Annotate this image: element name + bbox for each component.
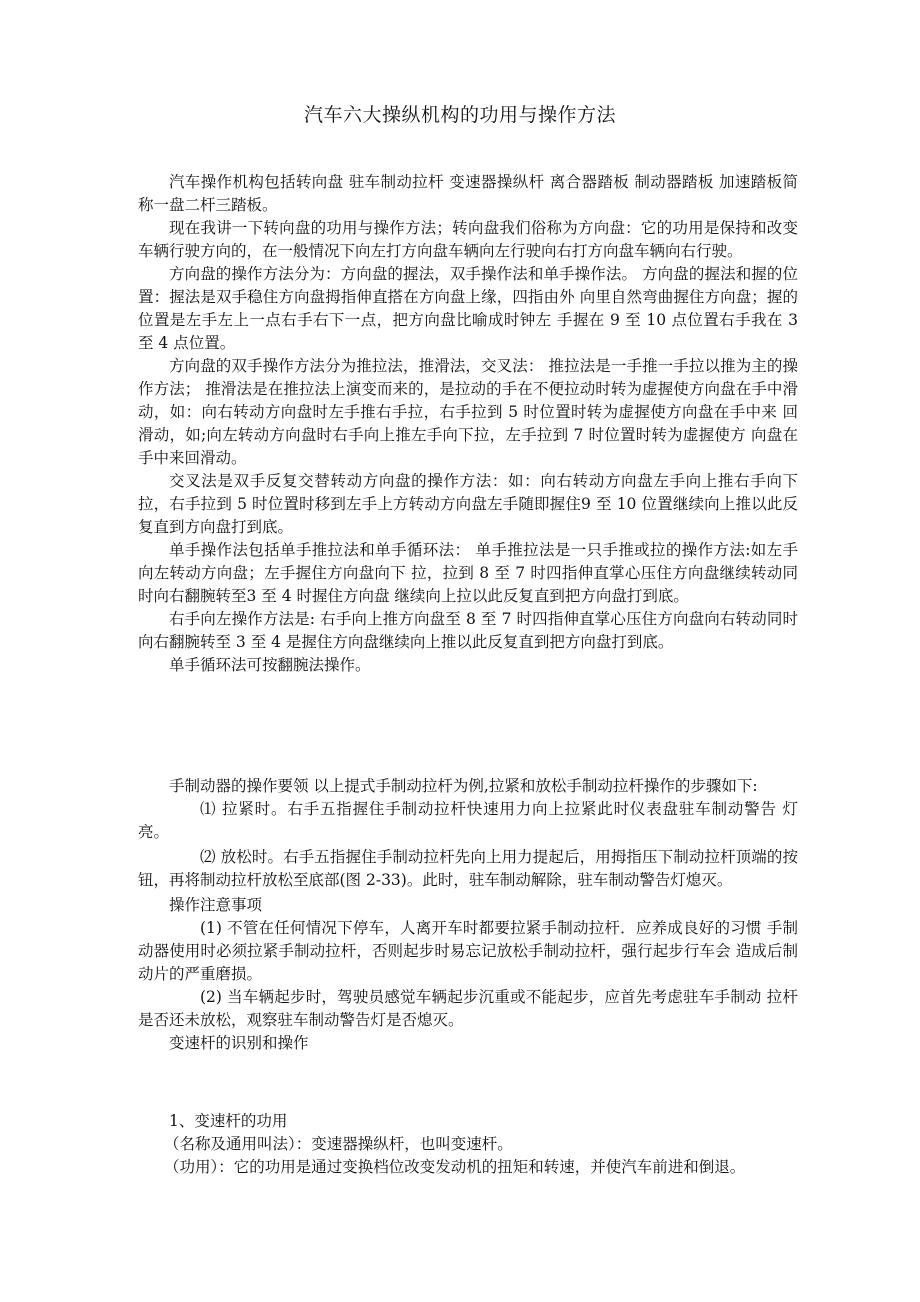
paragraph-one-hand-cycle: 单手循环法可按翻腕法操作。 [169, 656, 371, 674]
brake-step-release: ⑵ 放松时。右手五指握住手制动拉杆先向上用力提起后，用拇指压下制动拉杆顶端的按钮，再将制动拉杆放松至底部(图 2-33)。此时，驻车制动解除，驻车制动警告灯熄灭。 [138, 848, 798, 889]
document-title: 汽车六大操纵机构的功用与操作方法 [303, 104, 616, 126]
gear-function-heading: 1、变速杆的功用 [169, 1112, 288, 1130]
note-2: (2) 当车辆起步时，驾驶员感觉车辆起步沉重或不能起步，应首先考虑驻车手制动 拉杆是否还未放松，观察驻车制动警告灯是否熄灭。 [138, 988, 799, 1029]
paragraph-overview: 汽车操作机构包括转向盘 驻车制动拉杆 变速器操纵杆 离合器踏板 制动器踏板 加速踏板简称一盘二杆三踏板。 [138, 173, 798, 214]
notes-heading: 操作注意事项 [169, 896, 263, 914]
paragraph-cross-method: 交叉法是双手反复交替转动方向盘的操作方法：如：向右转动方向盘左手向上推右手向下拉，右手拉到 5 时位置时移到左手上方转动方向盘左手随即握住9 至 10 位置继续向上推以此反复直到方向盘打到底。 [138, 472, 798, 536]
paragraph-steering-function: 现在我讲一下转向盘的功用与操作方法；转向盘我们俗称为方向盘：它的功用是保持和改变车辆行驶方向的，在一般情况下向左打方向盘车辆向左行驶向右打方向盘车辆向右行驶。 [138, 219, 798, 260]
note-1: (1) 不管在任何情况下停车，人离开车时都要拉紧手制动拉杆．应养成良好的习惯 手制动器使用时必须拉紧手制动拉杆，否则起步时易忘记放松手制动拉杆，强行起步行车会 造成后制动片的严重磨损。 [138, 919, 799, 983]
paragraph-brake-intro: 手制动器的操作要领 以上提式手制动拉杆为例,拉紧和放松手制动拉杆操作的步骤如下: [169, 777, 758, 795]
gear-lever-heading: 变速杆的识别和操作 [169, 1034, 309, 1052]
gear-function: （功用）：它的功用是通过变换档位改变发动机的扭矩和转速，并使汽车前进和倒退。 [164, 1158, 746, 1176]
gear-names: （名称及通用叫法）：变速器操纵杆，也叫变速杆。 [164, 1135, 513, 1153]
paragraph-grip-method: 方向盘的操作方法分为：方向盘的握法，双手操作法和单手操作法。 方向盘的握法和握的位置：握法是双手稳住方向盘拇指伸直搭在方向盘上缘，四指由外 向里自然弯曲握住方向盘；握的位置是左手左上一点右手右下一点，把方向盘比喻成时钟左 手握在 9 至 10 点位置右手我在 3 至 4 点位置。 [138, 265, 798, 352]
steering-section [138, 171, 798, 677]
paragraph-two-hand-methods: 方向盘的双手操作方法分为推拉法，推滑法，交叉法： 推拉法是一手推一手拉以推为主的操作方法； 推滑法是在推拉法上演变而来的，是拉动的手在不便拉动时转为虚握使方向盘在手中滑 动，如：向右转动方向盘时左手推右手拉，右手拉到 5 时位置时转为虚握使方向盘在手中来 回滑动，如;向左转动方向盘时右手向上推左手向下拉，左手拉到 7 时位置时转为虚握使方 向盘在手中来回滑动。 [138, 357, 798, 467]
paragraph-one-hand-methods: 单手操作法包括单手推拉法和单手循环法： 单手推拉法是一只手推或拉的操作方法:如左手向左转动方向盘；左手握住方向盘向下 拉，拉到 8 至 7 时四指伸直掌心压住方向盘继续转动同时向右翻腕转至3 至 4 时握住方向盘 继续向上拉以此反复直到把方向盘打到底。 [138, 541, 798, 605]
brake-step-pull: ⑴ 拉紧时。右手五指握住手制动拉杆快速用力向上拉紧此时仪表盘驻车制动警告 灯亮。 [138, 800, 798, 841]
paragraph-right-hand-left: 右手向左操作方法是: 右手向上推方向盘至 8 至 7 时四指伸直掌心压住方向盘向右转动同时向右翻腕转至 3 至 4 是握住方向盘继续向上推以此反复直到把方向盘打到底。 [138, 610, 798, 651]
gear-section [138, 1110, 798, 1179]
brake-section [138, 775, 798, 1055]
